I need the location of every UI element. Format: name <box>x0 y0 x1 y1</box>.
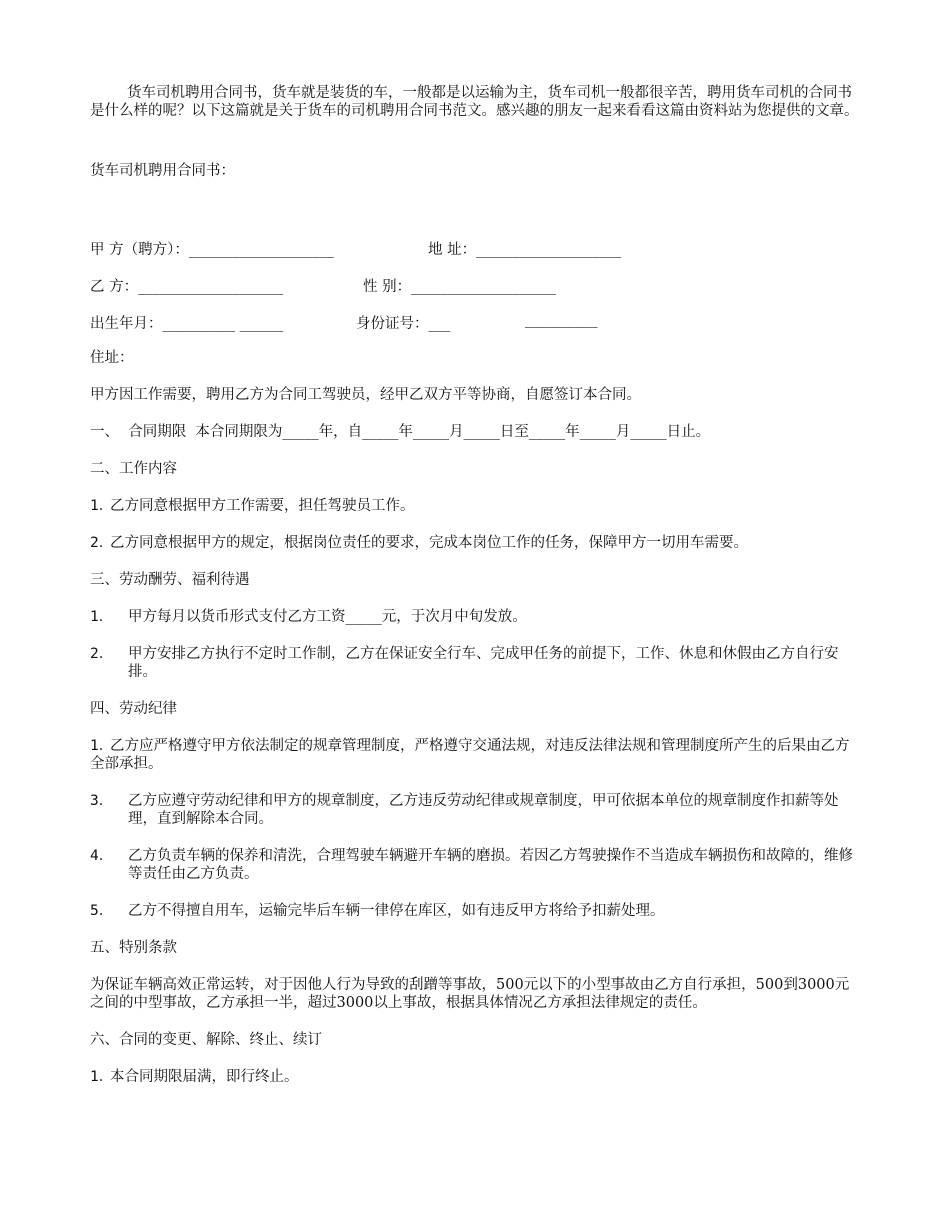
intro-paragraph: 货车司机聘用合同书，货车就是装货的车，一般都是以运输为主，货车司机一般都很辛苦，聘用货车司机的合同书是什么样的呢？以下这篇就是关于货车的司机聘用合同书范文。感兴趣的朋友一起来看看这篇由资料站为您提供的文章。 <box>90 85 859 119</box>
item-text: 乙方不得擅自用车，运输完毕后车辆一律停在库区，如有违反甲方将给予扣薪处理。 <box>128 903 665 919</box>
s4-item-3 <box>90 792 862 828</box>
contract-title: 货车司机聘用合同书： <box>90 163 235 179</box>
birth-field: 出生年月：__________ ______ <box>90 316 284 332</box>
s3-item-2 <box>90 645 862 681</box>
residence-field: 住址： <box>90 350 134 366</box>
section-5-heading: 五、特别条款 <box>90 940 177 956</box>
party-a-field: 甲 方（聘方）：____________________ <box>90 242 334 258</box>
s4-item-1 <box>90 737 862 773</box>
party-b-row <box>90 275 862 293</box>
item-text: 本合同期限届满，即行终止。 <box>110 1069 299 1085</box>
item-number: 1． <box>90 609 114 625</box>
item-text: 乙方同意根据甲方工作需要，担任驾驶员工作。 <box>110 498 415 514</box>
item-number: 4． <box>90 848 114 864</box>
item-number: 5． <box>90 903 114 919</box>
item-number: 1． <box>90 738 114 754</box>
item-text: 乙方同意根据甲方的规定，根据岗位责任的要求，完成本岗位工作的任务，保障甲方一切用车需要。 <box>110 535 748 551</box>
preamble: 甲方因工作需要，聘用乙方为合同工驾驶员，经甲乙双方平等协商，自愿签订本合同。 <box>90 387 641 403</box>
gender-field: 性 别：____________________ <box>363 279 557 295</box>
s2-item-1 <box>90 497 862 515</box>
item-number: 1． <box>90 498 114 514</box>
item-text: 甲方每月以货币形式支付乙方工资_____元，于次月中旬发放。 <box>128 609 527 625</box>
item-number: 2． <box>90 646 114 662</box>
item-number: 1． <box>90 1069 114 1085</box>
item-number: 2． <box>90 535 114 551</box>
section-4-heading: 四、劳动纪律 <box>90 701 177 717</box>
id-number-field: 身份证号：___ <box>356 316 451 332</box>
s6-item-1 <box>90 1068 862 1086</box>
s4-item-4 <box>90 847 862 883</box>
section-1-term: 一、 合同期限 本合同期限为_____年，自_____年_____月_____日至_____年_____月_____日止。 <box>90 424 711 440</box>
item-text: 乙方负责车辆的保养和清洗，合理驾驶车辆避开车辆的磨损。若因乙方驾驶操作不当造成车辆损伤和故障的，维修等责任由乙方负责。 <box>128 848 853 882</box>
section-3-heading: 三、劳动酬劳、福利待遇 <box>90 572 250 588</box>
section-6-heading: 六、合同的变更、解除、终止、续订 <box>90 1032 322 1048</box>
item-number: 3． <box>90 793 114 809</box>
s4-item-5 <box>90 902 862 920</box>
id-number-blank: __________ <box>525 312 598 328</box>
address-field: 地 址：____________________ <box>428 242 622 258</box>
party-a-row <box>90 238 862 256</box>
contract-document <box>90 84 862 1105</box>
s3-item-1 <box>90 608 862 626</box>
party-b-field: 乙 方：____________________ <box>90 279 284 295</box>
special-clause-text: 为保证车辆高效正常运转，对于因他人行为导致的刮蹭等事故，500元以下的小型事故由乙方自行承担，500到3000元之间的中型事故，乙方承担一半，超过3000以上事故，根据具体情况乙方承担法律规定的责任。 <box>90 977 850 1011</box>
item-text: 乙方应遵守劳动纪律和甲方的规章制度，乙方违反劳动纪律或规章制度，甲可依据本单位的规章制度作扣薪等处理，直到解除本合同。 <box>128 793 839 827</box>
s2-item-2 <box>90 534 862 552</box>
birth-row <box>90 312 862 330</box>
item-text: 甲方安排乙方执行不定时工作制，乙方在保证安全行车、完成甲任务的前提下，工作、休息和休假由乙方自行安排。 <box>128 646 839 680</box>
section-2-heading: 二、工作内容 <box>90 461 177 477</box>
item-text: 乙方应严格遵守甲方依法制定的规章管理制度，严格遵守交通法规，对违反法律法规和管理制度所产生的后果由乙方全部承担。 <box>90 738 850 772</box>
